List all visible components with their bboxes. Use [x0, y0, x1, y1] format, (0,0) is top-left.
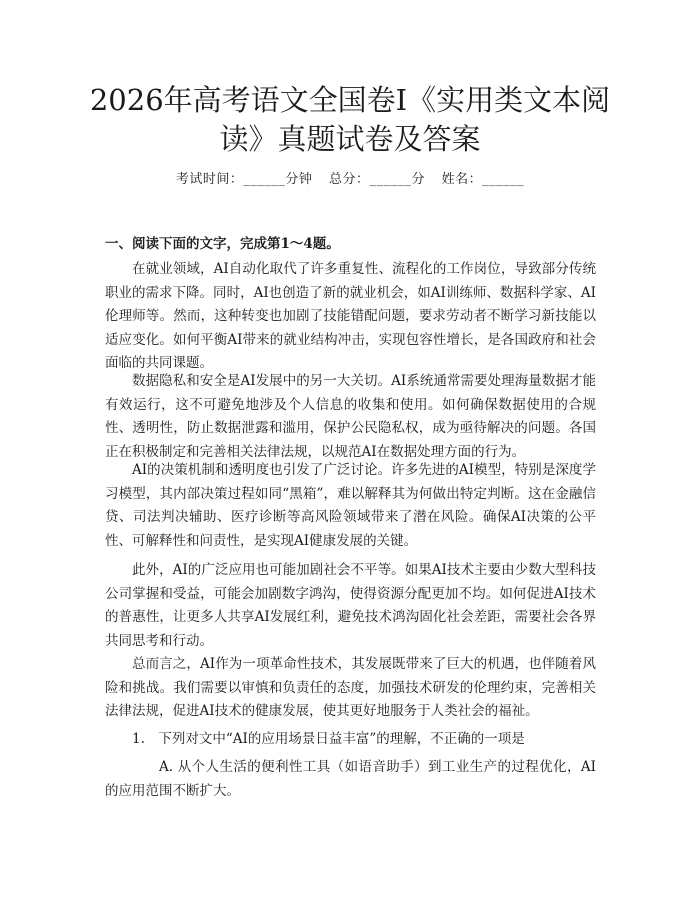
exam-name: 姓名：______ — [441, 172, 525, 187]
question-1: 1. 下列对文中“AI的应用场景日益丰富”的理解，不正确的一项是 — [132, 731, 525, 747]
exam-meta — [0, 168, 700, 187]
passage-paragraph-4: 此外，AI的广泛应用也可能加剧社会不平等。如果AI技术主要由少数大型科技公司掌握和受益，可能会加剧数字鸿沟，使得资源分配更加不均。如何促进AI技术的普惠性，让更多人共享AI发展红利，避免技术鸿沟固化社会差距，需要社会各界共同思考和行动。 — [105, 562, 596, 649]
section-heading: 一、阅读下面的文字，完成第1～4题。 — [105, 236, 340, 252]
exam-time: 考试时间：______分钟 — [175, 172, 313, 187]
exam-score: 总分：______分 — [328, 172, 425, 187]
passage-paragraph-2: 数据隐私和安全是AI发展中的另一大关切。AI系统通常需要处理海量数据才能有效运行，这不可避免地涉及个人信息的收集和使用。如何确保数据使用的合规性、透明性，防止数据泄露和滥用，保护公民隐私权，成为亟待解决的问题。各国正在积极制定和完善相关法律法规，以规范AI在数据处理方面的行为。 — [105, 373, 596, 460]
exam-title-line2: 读》真题试卷及答案 — [219, 122, 481, 156]
passage-paragraph-3: AI的决策机制和透明度也引发了广泛讨论。许多先进的AI模型，特别是深度学习模型，其内部决策过程如同“黑箱”，难以解释其为何做出特定判断。这在金融信贷、司法判决辅助、医疗诊断等高风险领域带来了潜在风险。确保AI决策的公平性、可解释性和问责性，是实现AI健康发展的关键。 — [105, 462, 596, 549]
exam-title-line1: 2026年高考语文全国卷Ⅰ《实用类文本阅 — [89, 83, 611, 117]
passage-paragraph-1: 在就业领域，AI自动化取代了许多重复性、流程化的工作岗位，导致部分传统职业的需求下降。同时，AI也创造了新的就业机会，如AI训练师、数据科学家、AI伦理师等。然而，这种转变也加剧了技能错配问题，要求劳动者不断学习新技能以适应变化。如何平衡AI带来的就业结构冲击，实现包容性增长，是各国政府和社会面临的共同课题。 — [105, 261, 596, 372]
question-1-option-a: A. 从个人生活的便利性工具（如语音助手）到工业生产的过程优化，AI的应用范围不断扩大。 — [105, 759, 596, 799]
passage-paragraph-5: 总而言之，AI作为一项革命性技术，其发展既带来了巨大的机遇，也伴随着风险和挑战。我们需要以审慎和负责任的态度，加强技术研发的伦理约束，完善相关法律法规，促进AI技术的健康发展，使其更好地服务于人类社会的福祉。 — [105, 656, 596, 720]
